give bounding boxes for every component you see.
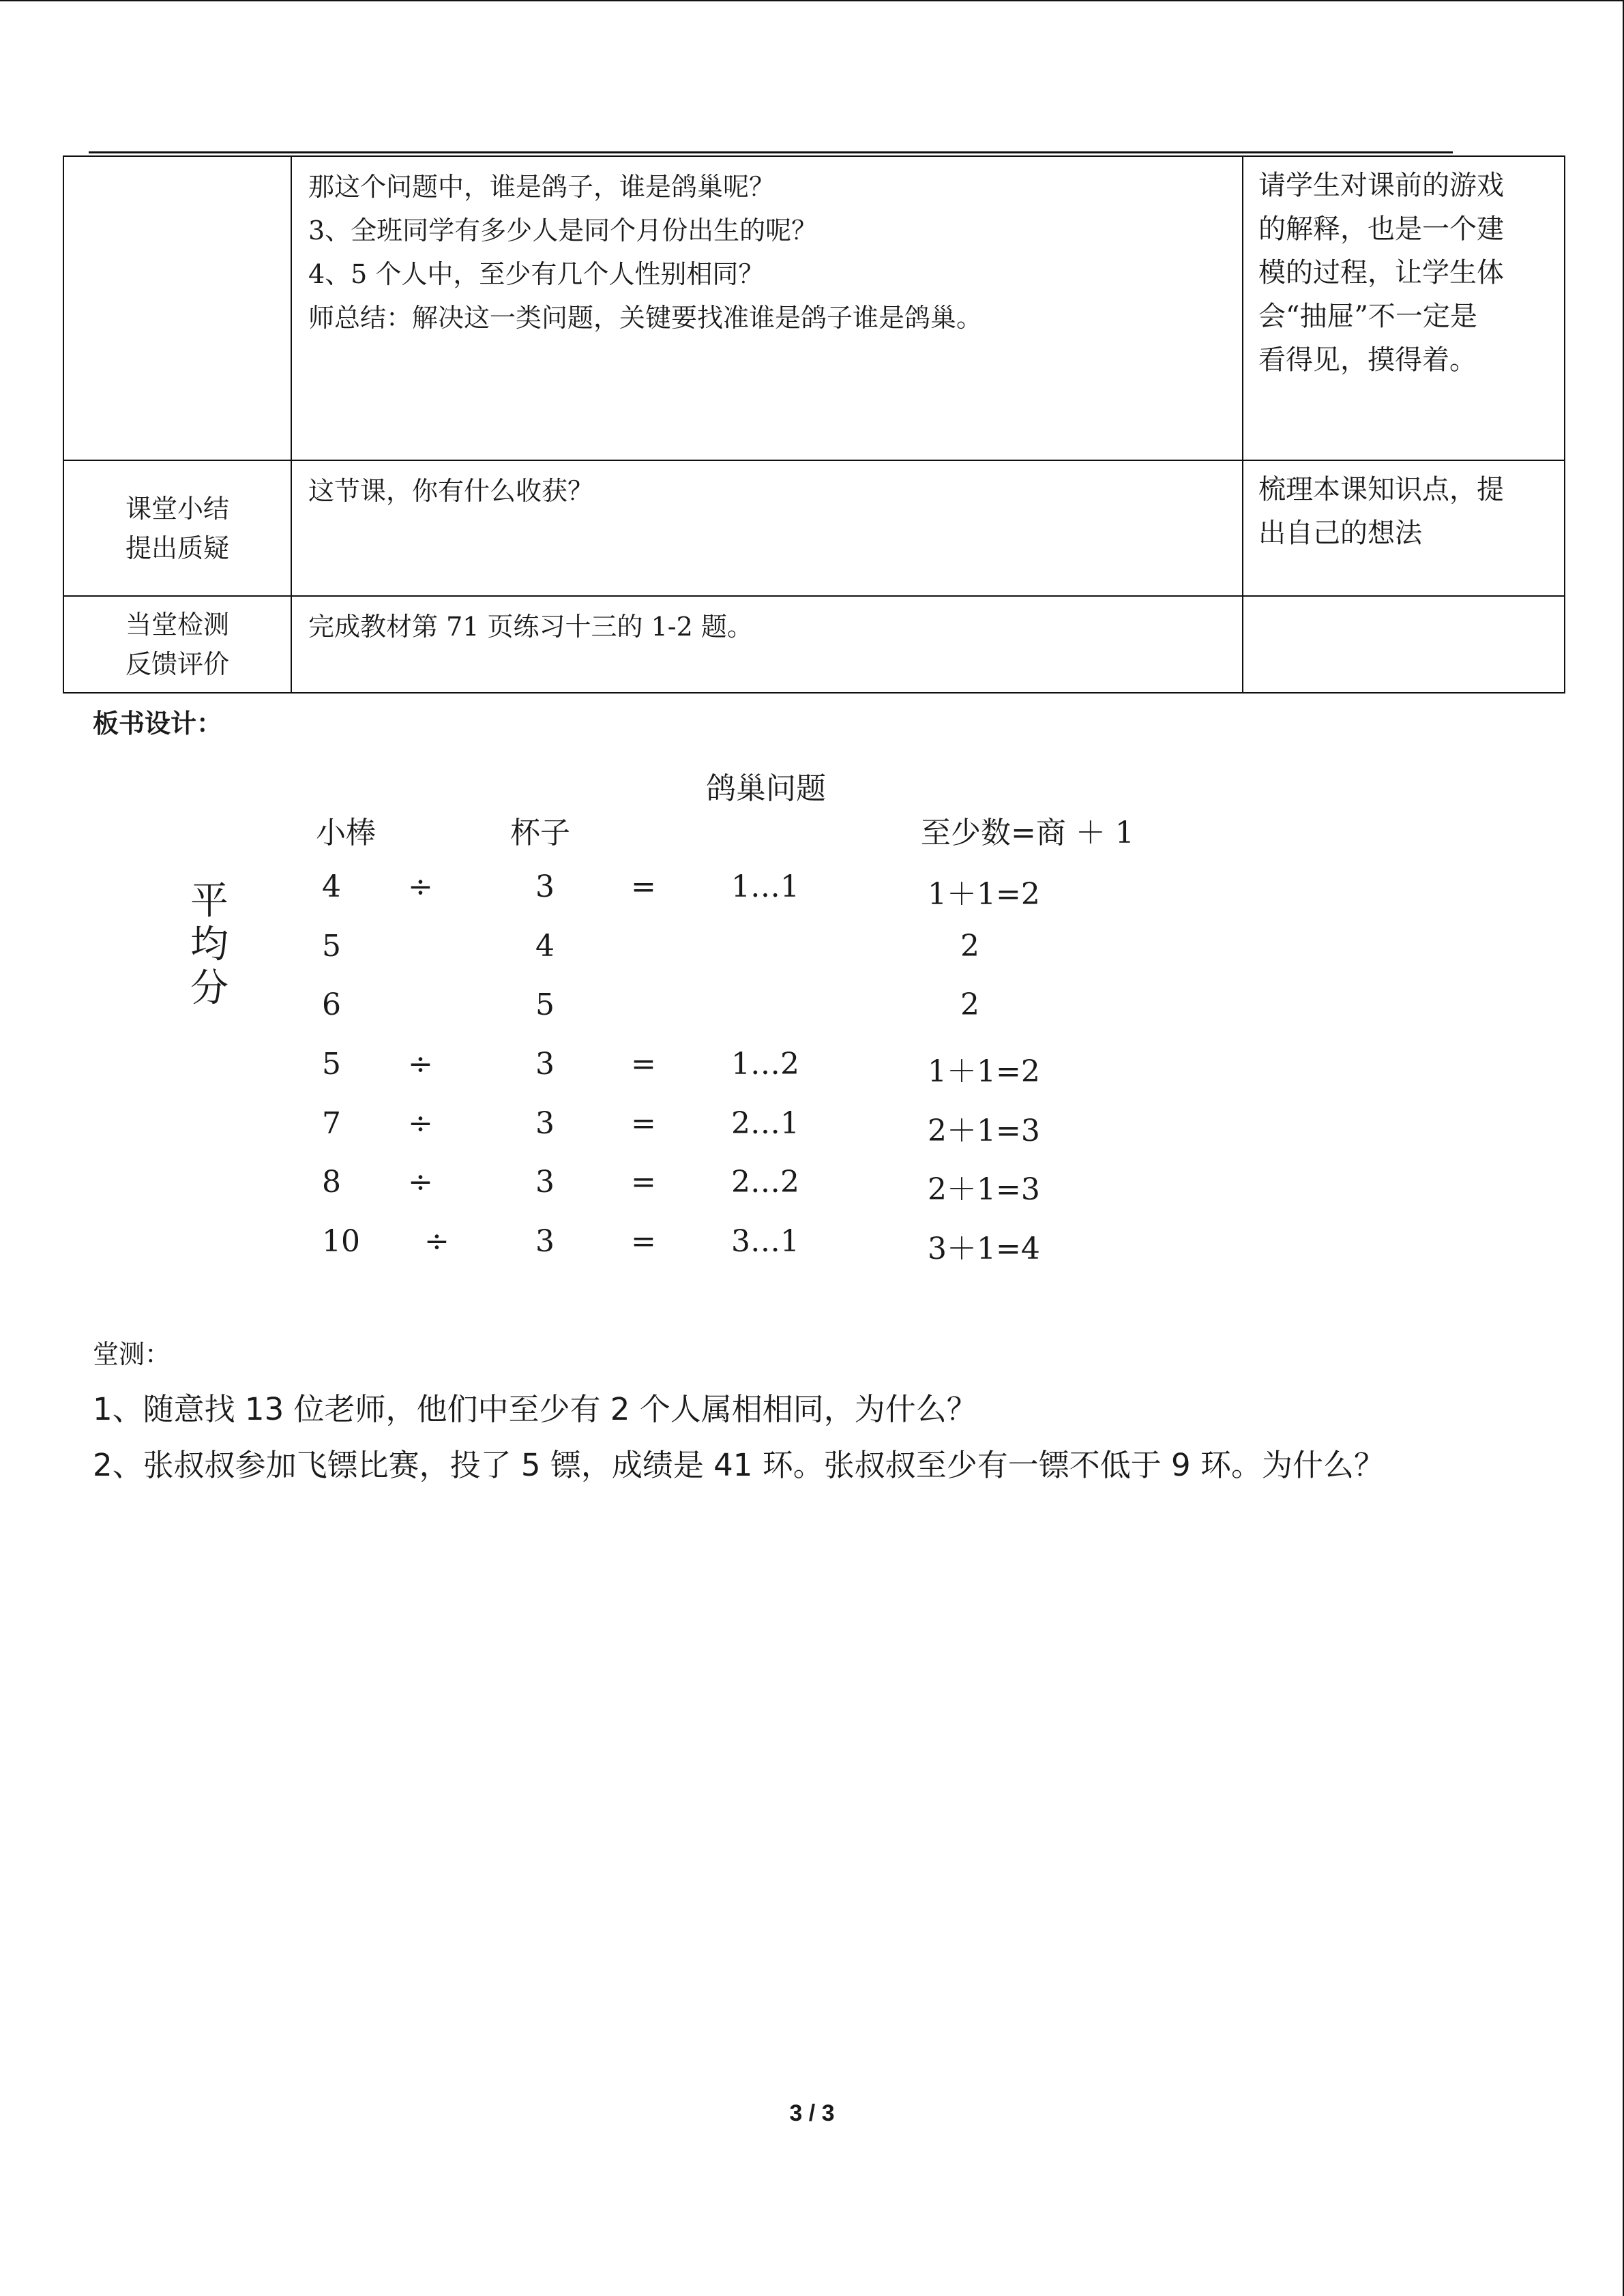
cell-result: 1…2 (731, 1047, 799, 1082)
cell-a: 10 (322, 1224, 360, 1259)
cell-op: ÷ (424, 1224, 449, 1259)
note-line: 梳理本课知识点，提 (1258, 474, 1504, 505)
stage-line: 提出质疑 (125, 533, 229, 563)
cell-eq: = (631, 1047, 656, 1082)
cell-eq: = (631, 1106, 656, 1141)
note-line: 请学生对课前的游戏 (1258, 170, 1504, 201)
stage-line: 当堂检测 (125, 610, 229, 640)
note-line: 出自己的想法 (1258, 518, 1422, 549)
side-char: 分 (190, 966, 228, 1011)
cell-op: ÷ (408, 869, 433, 904)
cell-a: 7 (322, 1106, 341, 1141)
content-line: 完成教材第 71 页练习十三的 1-2 题。 (308, 612, 753, 642)
content-line: 那这个问题中，谁是鸽子，谁是鸽巢呢？ (308, 172, 776, 202)
cell-b: 3 (535, 1224, 555, 1259)
stage-line: 课堂小结 (125, 493, 229, 524)
side-label (186, 880, 233, 1011)
cell-b: 3 (535, 1165, 555, 1199)
header-sticks: 小棒 (316, 816, 376, 850)
cell-eq: = (631, 869, 656, 904)
content-line: 4、5 个人中，至少有几个人性别相同？ (308, 259, 765, 289)
note-line: 看得见，摸得着。 (1258, 344, 1477, 376)
cell-a: 5 (322, 1047, 341, 1082)
side-char: 平 (190, 879, 228, 923)
cell-least: 2＋1=3 (928, 1172, 1040, 1207)
cell-least: 2＋1=3 (928, 1114, 1040, 1148)
stage-line: 反馈评价 (125, 649, 229, 679)
cell-least: 2 (960, 929, 979, 964)
cell-least: 2 (960, 987, 979, 1022)
cell-a: 5 (322, 929, 341, 964)
content-line: 3、全班同学有多少人是同个月份出生的呢？ (308, 215, 818, 245)
note-line: 会“抽屉”不一定是 (1258, 301, 1477, 332)
cell-eq: = (631, 1224, 656, 1259)
cell-b: 3 (535, 1106, 555, 1141)
header-formula: 至少数=商 ＋ 1 (921, 816, 1134, 850)
test-question: 1、随意找 13 位老师，他们中至少有 2 个人属相相同，为什么？ (93, 1391, 977, 1427)
cell-eq: = (631, 1165, 656, 1199)
cell-result: 2…1 (731, 1106, 799, 1141)
header-cups: 杯子 (510, 816, 570, 850)
cell-op: ÷ (408, 1047, 433, 1082)
cell-b: 4 (535, 929, 555, 964)
cell-op: ÷ (408, 1106, 433, 1141)
note-line: 的解释，也是一个建 (1258, 213, 1504, 245)
cell-result: 3…1 (731, 1224, 799, 1259)
cell-op: ÷ (408, 1165, 433, 1199)
content-line: 师总结：解决这一类问题，关键要找准谁是鸽子谁是鸽巢。 (308, 303, 983, 333)
cell-a: 6 (322, 987, 341, 1022)
test-label: 堂测： (93, 1339, 171, 1369)
cell-least: 1＋1=2 (928, 1054, 1040, 1089)
content-line: 这节课，你有什么收获？ (308, 476, 594, 506)
cell-result: 1…1 (731, 869, 799, 904)
test-question: 2、张叔叔参加飞镖比赛，投了 5 镖，成绩是 41 环。张叔叔至少有一镖不低于 9 环。为什么？ (93, 1447, 1385, 1483)
side-char: 均 (190, 923, 228, 967)
cell-b: 5 (535, 987, 555, 1022)
cell-a: 8 (322, 1165, 341, 1199)
cell-least: 3＋1=4 (928, 1232, 1040, 1266)
cell-least: 1＋1=2 (928, 877, 1040, 912)
note-line: 模的过程，让学生体 (1258, 257, 1504, 288)
board-title: 鸽巢问题 (706, 771, 826, 806)
cell-b: 3 (535, 1047, 555, 1082)
board-design-label: 板书设计： (93, 708, 223, 739)
page-number: 3 / 3 (789, 2100, 835, 2126)
cell-b: 3 (535, 869, 555, 904)
cell-a: 4 (322, 869, 341, 904)
cell-result: 2…2 (731, 1165, 799, 1199)
